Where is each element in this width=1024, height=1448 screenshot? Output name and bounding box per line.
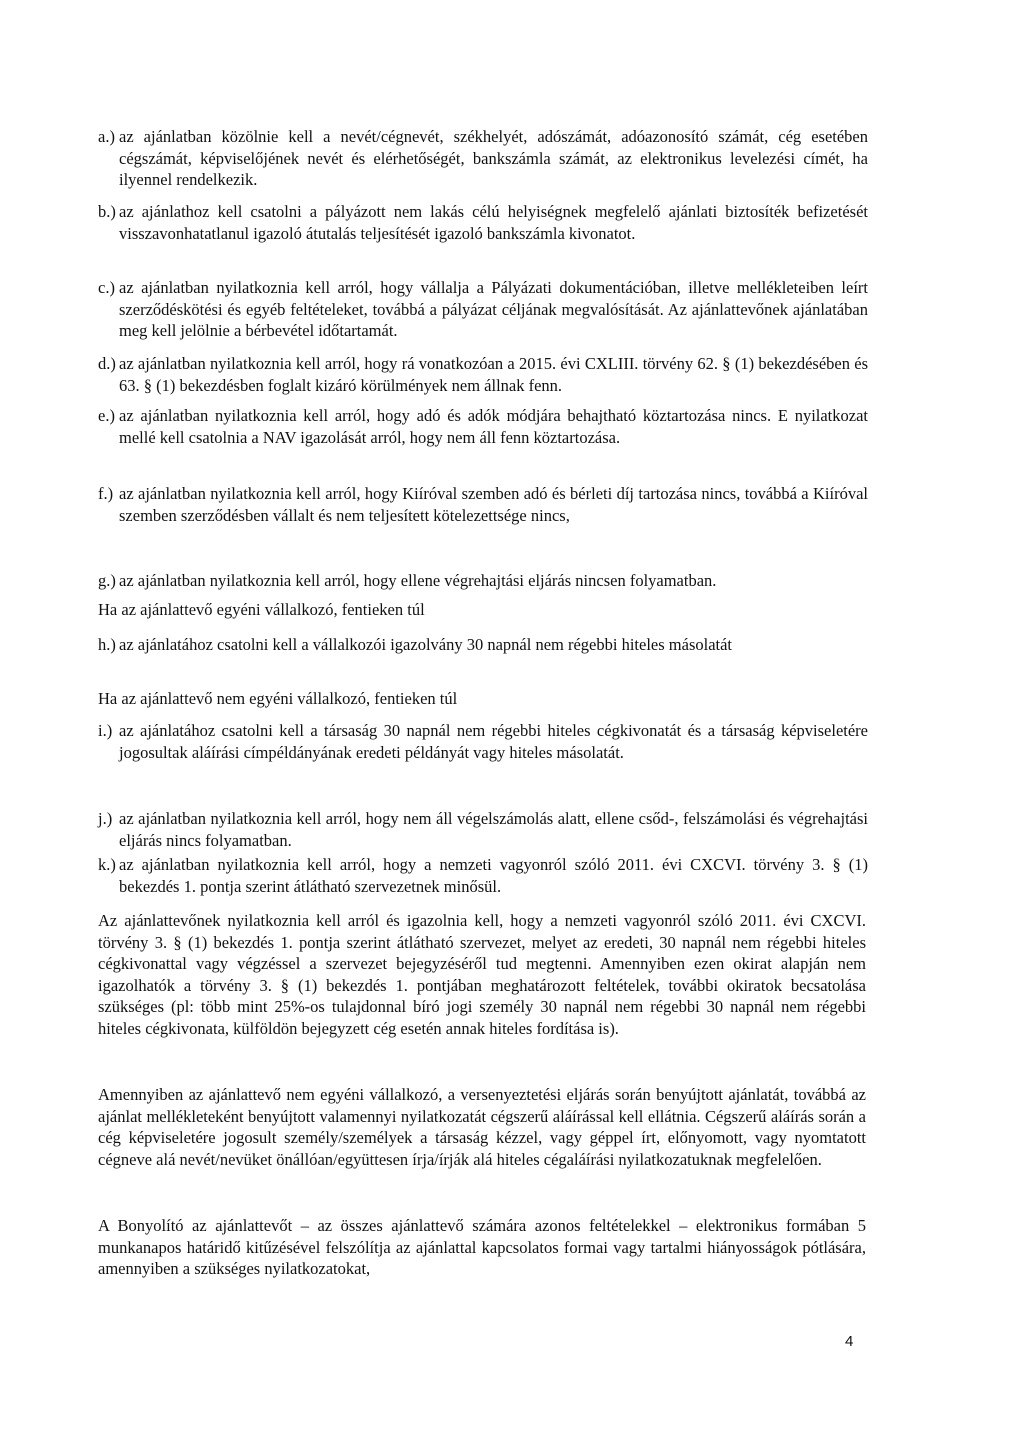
list-item-e: [98, 405, 868, 448]
list-item-text: az ajánlatban közölnie kell a nevét/cégnevét, székhelyét, adószámát, adóazonosító számát, cég esetében cégszámát, képviselőjének nevét és elérhetőségét, bankszámla számát, az elektronikus levelezési címét, ha ilyennel rendelkezik.: [119, 127, 868, 189]
list-item-a: [98, 126, 868, 191]
list-item-text: az ajánlatban nyilatkoznia kell arról, hogy Kiíróval szemben adó és bérleti díj tartozása nincs, továbbá a Kiíróval szemben szerződésben vállalt és nem teljesített kötelezettsége nincs,: [119, 484, 868, 525]
list-item-text: az ajánlatban nyilatkoznia kell arról, hogy adó és adók módjára behajtható köztartozása nincs. E nyilatkozat mellé kell csatolnia a NAV igazolását arról, hogy nem áll fenn köztartozása.: [119, 406, 868, 447]
list-item-text: az ajánlatához csatolni kell a társaság 30 napnál nem régebbi hiteles cégkivonatát és a társaság képviseletére jogosultak aláírási címpéldányának eredeti példányát vagy hiteles másolatát.: [119, 721, 868, 762]
list-marker: h.): [98, 635, 116, 654]
list-item-i: [98, 720, 868, 763]
list-item-f: [98, 483, 868, 526]
list-marker: a.): [98, 127, 115, 146]
list-marker: i.): [98, 721, 113, 740]
list-item-text: az ajánlatban nyilatkoznia kell arról, hogy ellene végrehajtási eljárás nincsen folyamatban.: [119, 571, 717, 590]
list-marker: c.): [98, 278, 115, 297]
paragraph-deficiency: A Bonyolító az ajánlattevőt – az összes ajánlattevő számára azonos feltételekkel – elektronikus formában 5 munkanapos határidő kitűzésével felszólítja az ajánlattal kapcsolatos formai vagy tartalmi hiányosságok pótlására, amennyiben a szükséges nyilatkozatokat,: [98, 1216, 866, 1278]
list-item-text: az ajánlatban nyilatkoznia kell arról, hogy nem áll végelszámolás alatt, ellene csőd-, felszámolási és végrehajtási eljárás nincs folyamatban.: [119, 809, 868, 850]
list-marker: g.): [98, 571, 116, 590]
list-item-text: az ajánlatban nyilatkoznia kell arról, hogy rá vonatkozóan a 2015. évi CXLIII. törvény 62. § (1) bekezdésében és 63. § (1) bekezdésben foglalt kizáró körülmények nem állnak fenn.: [119, 354, 868, 395]
list-marker: j.): [98, 809, 113, 828]
list-marker: d.): [98, 354, 116, 373]
list-marker: b.): [98, 202, 116, 221]
list-item-text: az ajánlatban nyilatkoznia kell arról, hogy vállalja a Pályázati dokumentációban, illetve mellékleteiben leírt szerződéskötési és egyéb feltételeket, továbbá a pályázat céljának megvalósítását. Az ajánlattevőnek ajánlatában meg kell jelölnie a bérbevétel időtartamát.: [119, 278, 868, 340]
list-item-h: [98, 634, 868, 656]
paragraph-transparency: Az ajánlattevőnek nyilatkoznia kell arról és igazolnia kell, hogy a nemzeti vagyonról szóló 2011. évi CXCVI. törvény 3. § (1) bekezdés 1. pontja szerint átlátható szervezet, melyet az eredeti, 30 napnál nem régebbi hiteles cégkivonattal vagy végzéssel a szervezet bejegyzéséről tud megtenni. Amennyiben ezen okirat alapján nem igazolhatók a törvény 3. § (1) bekezdés 1. pontjában meghatározott feltételek, további okiratok becsatolása szükséges (pl: több mint 25%-os tulajdonnal bíró jogi személy 30 napnál nem régebbi 30 napnál nem régebbi hiteles cégkivonata, külföldön bejegyzett cég esetén annak hiteles fordítása is).: [98, 911, 866, 1038]
section-heading-not-individual: Ha az ajánlattevő nem egyéni vállalkozó, fentieken túl: [98, 689, 458, 708]
list-item-k: [98, 854, 868, 897]
list-item-d: [98, 353, 868, 396]
list-item-g: [98, 570, 868, 592]
list-item-text: az ajánlatban nyilatkoznia kell arról, hogy a nemzeti vagyonról szóló 2011. évi CXCVI. törvény 3. § (1) bekezdés 1. pontja szerint átlátható szervezetnek minősül.: [119, 855, 868, 896]
list-item-text: az ajánlathoz kell csatolni a pályázott nem lakás célú helyiségnek megfelelő ajánlati biztosíték befizetését visszavonhatatlanul igazoló átutalás teljesítését igazoló bankszámla kivonatot.: [119, 202, 868, 243]
paragraph-signature: Amennyiben az ajánlattevő nem egyéni vállalkozó, a versenyeztetési eljárás során benyújtott ajánlatát, továbbá az ajánlat mellékleteként benyújtott valamennyi nyilatkozatát cégszerű aláírással kell ellátnia. Cégszerű aláírás során a cég képviseletére jogosult személy/személyek a társaság kézzel, vagy géppel írt, előnyomott, vagy nyomtatott cégneve alá nevét/nevüket önállóan/együttesen írja/írják alá hiteles cégaláírási nyilatkozatuknak megfelelően.: [98, 1085, 866, 1169]
list-item-text: az ajánlatához csatolni kell a vállalkozói igazolvány 30 napnál nem régebbi hiteles másolatát: [119, 635, 733, 654]
list-marker: e.): [98, 406, 115, 425]
list-marker: k.): [98, 855, 116, 874]
list-item-j: [98, 808, 868, 851]
list-marker: f.): [98, 484, 114, 503]
list-item-c: [98, 277, 868, 342]
list-item-b: [98, 201, 868, 244]
section-heading-individual: Ha az ajánlattevő egyéni vállalkozó, fentieken túl: [98, 600, 425, 619]
page-number: 4: [845, 1333, 854, 1350]
